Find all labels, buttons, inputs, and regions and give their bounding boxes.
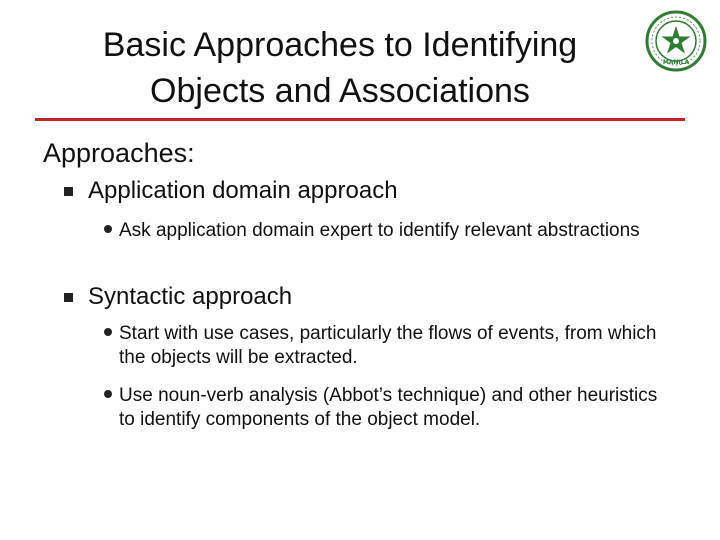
section-label: Application domain approach bbox=[88, 177, 398, 204]
round-bullet-icon bbox=[104, 390, 112, 398]
title-underline bbox=[35, 118, 685, 121]
bullet-text: Use noun-verb analysis (Abbot’s technique) and other heuristics to identify components of the object model. bbox=[119, 385, 658, 430]
round-bullet-icon bbox=[104, 328, 112, 336]
seal-bottom-text: MANILA bbox=[662, 59, 690, 66]
section-label: Syntactic approach bbox=[88, 283, 293, 310]
approaches-heading: Approaches: bbox=[43, 138, 195, 168]
square-bullet-icon bbox=[64, 293, 73, 302]
title-line-2: Objects and Associations bbox=[150, 72, 530, 110]
round-bullet-icon bbox=[104, 225, 112, 233]
bullet-text: Ask application domain expert to identify relevant abstractions bbox=[119, 220, 640, 241]
university-seal-icon bbox=[645, 10, 707, 72]
title-line-1: Basic Approaches to Identifying bbox=[102, 26, 578, 64]
square-bullet-icon bbox=[64, 187, 73, 196]
slide-title bbox=[40, 22, 640, 114]
bullet-text: Start with use cases, particularly the flows of events, from which the objects will be extracted. bbox=[119, 323, 657, 368]
